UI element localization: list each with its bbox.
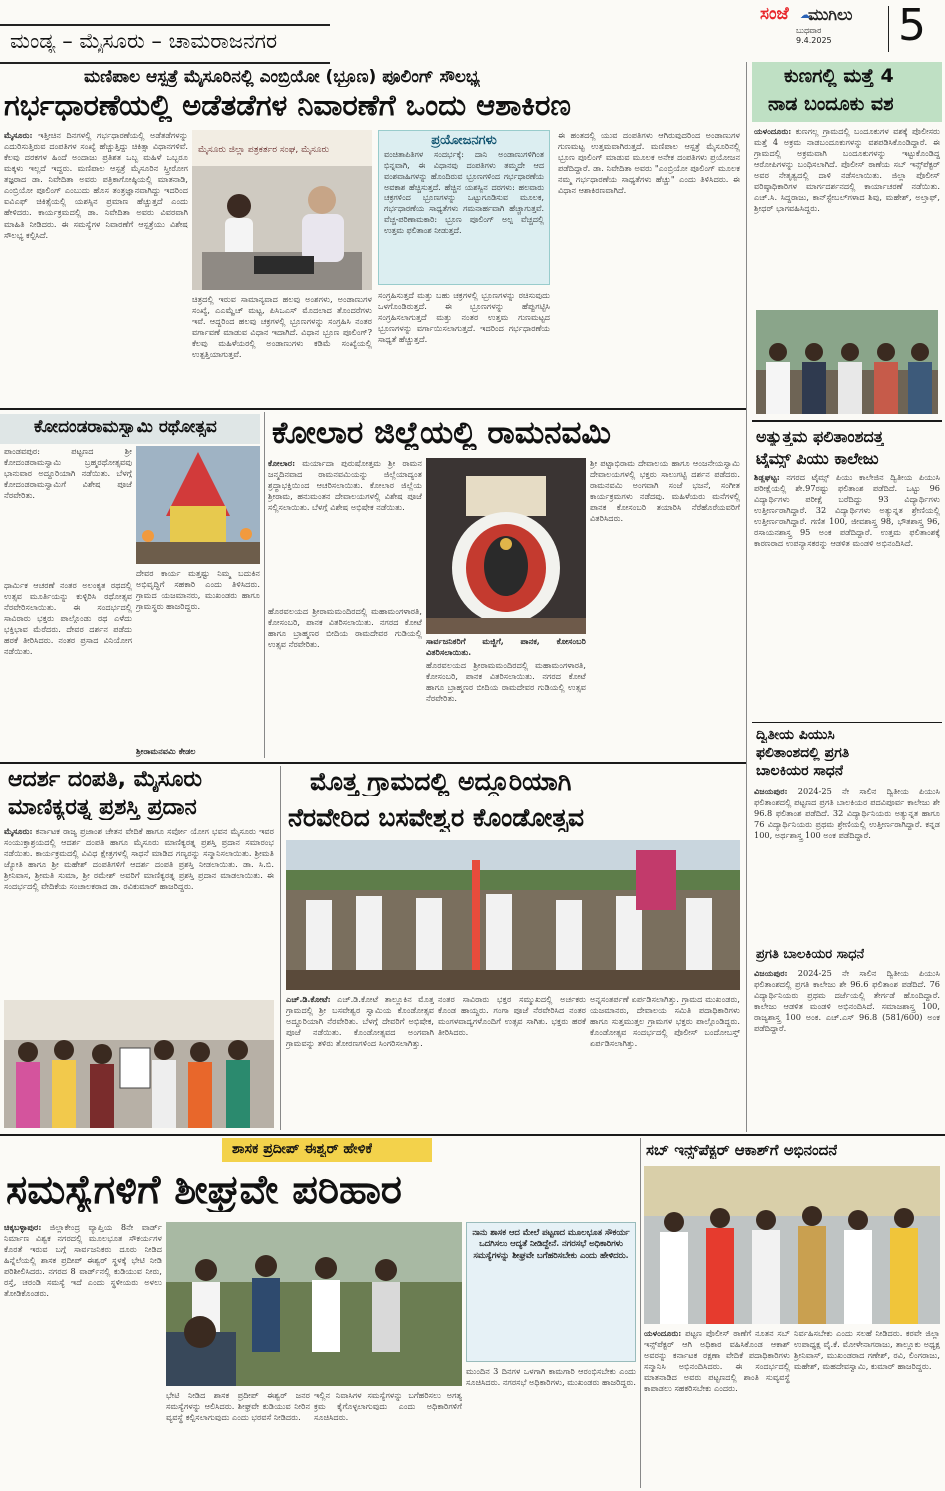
kodanda-text-c: ದೇವರ ಕಾರ್ಯ ಮತ್ತಷ್ಟು ನಿಮ್ಮ ಬದುಕಿನ ಅಭಿವೃದ್ಧಿಗೆ ಸಹಕಾರಿ ಎಂದು ತಿಳಿಸಿದರು. ಗ್ರಾಮದ ಯಜಮಾನರು, ಮುಖಂಡರು ಹಾಗೂ ಗ್ರಾಮಸ್ಥರು ಹಾಜರಿದ್ದರು. — [136, 568, 260, 612]
results-sub-3: ಬಾಲಕಿಯರ ಸಾಧನೆ — [756, 764, 844, 779]
results-headline-1: ಅತ್ಯುತ್ತಮ ಫಲಿತಾಂಶದತ್ತ — [756, 428, 884, 446]
basava-body-a — [286, 994, 434, 1128]
solution-headline: ಸಮಸ್ಯೆಗಳಿಗೆ ಶೀಘ್ರವೇ ಪರಿಹಾರ — [6, 1168, 402, 1212]
kunigal-headline-2: ನಾಡ ಬಂದೂಕು ವಶ — [768, 94, 894, 115]
kodanda-caption: ಶ್ರೀರಾಮನವಮಿ ಕೇಡಲ — [136, 746, 196, 756]
basava-dateline: ಎಚ್.ಡಿ.ಕೋಟೆ: — [286, 994, 331, 1004]
results-sub-2: ಫಲಿತಾಂಶದಲ್ಲಿ ಪ್ರಗತಿ — [756, 746, 850, 761]
results-dateline-3: ವಿಜಯಪುರ: — [754, 968, 788, 978]
brand-logo — [760, 4, 870, 48]
adarsha-text: ಕರ್ನಾಟಕ ರಾಜ್ಯ ಪ್ರಜಾಂಶ ಚೇತನ ವೇದಿಕೆ ಹಾಗೂ ಸರ್ವೋ ಯೋಗ ಭವನ ಮೈಸೂರು ಇವರ ಸಂಯುಕ್ತಾಶ್ರಯದಲ್ಲಿ ಆದರ್ಶ ದಂಪತಿ ಹಾಗೂ ಮೈಸೂರು ಮಾಣಿಕ್ಯರತ್ನ ಪ್ರಶಸ್ತಿ ಪ್ರದಾನ ಸಮಾರಂಭ ನಡೆಯಿತು. ಕಾರ್ಯಕ್ರಮದಲ್ಲಿ ವಿವಿಧ ಕ್ಷೇತ್ರಗಳಲ್ಲಿ ಸಾಧನೆ ಮಾಡಿದ ಗಣ್ಯರನ್ನು ಸನ್ಮಾನಿಸಲಾಯಿತು. ಶ್ರೀಮತಿ ಜ್ಯೋತಿ ಹಾಗೂ ಶ್ರೀ ಮಹೇಶ್ ದಂಪತಿಗಳಿಗೆ ಆದರ್ಶ ದಂಪತಿ ಪ್ರಶಸ್ತಿ ನೀಡಲಾಯಿತು. ಡಾ. ಸಿ.ಬಿ. ಶ್ರೀನಿವಾಸ, ಶ್ರೀಮತಿ ಸುಮಾ, ಶ್ರೀ ರಮೇಶ್ ಅವರಿಗೆ ಮಾಣಿಕ್ಯರತ್ನ ಪ್ರಶಸ್ತಿ ಪ್ರದಾನ ಮಾಡಲಾಯಿತು. ಈ ಸಂದರ್ಭದಲ್ಲಿ ವೇದಿಕೆಯ ಸಂಚಾಲಕರಾದ ಡಾ. ರವಿಕುಮಾರ್ ಹಾಜರಿದ್ದರು. — [4, 826, 274, 892]
solution-body-a — [4, 1222, 162, 1488]
kolar-text-b: ಹೊರವಲಯದ ಶ್ರೀರಾಮಮಂದಿರದಲ್ಲಿ ಮಹಾಮಂಗಳಾರತಿ, ಕೋಸಂಬರಿ, ಪಾನಕ ವಿತರಿಸಲಾಯಿತು. ನಗರದ ಕೋಟೆ ಹಾಗೂ ಬ್ರಾಹ್ಮಣರ ಬೀದಿಯ ರಾಮದೇವರ ಗುಡಿಯಲ್ಲಿ ಉತ್ಸವ ನೆರವೇರಿತು. — [268, 606, 422, 650]
kolar-text-a: ಮರ್ಯಾದಾ ಪುರುಷೋತ್ತಮ ಶ್ರೀ ರಾಮನ ಜನ್ಮದಿನವಾದ ರಾಮನವಮಿಯನ್ನು ಜಿಲ್ಲೆಯಾದ್ಯಂತ ಶ್ರದ್ಧಾಭಕ್ತಿಯಿಂದ ಆಚರಿಸಲಾಯಿತು. ಕೋಲಾರ ಜಿಲ್ಲೆಯ ಶ್ರೀರಾಮ, ಹನುಮಂತನ ದೇವಾಲಯಗಳಲ್ಲಿ ವಿಶೇಷ ಪೂಜೆ ಸಲ್ಲಿಸಲಾಯಿತು. ಬೆಳಗ್ಗೆ ವಿಶೇಷ ಅಭಿಷೇಕ ನಡೆಯಿತು. — [268, 458, 422, 513]
kodanda-text-a: ಪಾಂಡವಪುರ: ಪಟ್ಟಣದ ಶ್ರೀ ಕೋದಂಡರಾಮಸ್ವಾಮಿ ಬ್ರಹ್ಮರಥೋತ್ಸವವು ಭಾನುವಾರ ಅದ್ದೂರಿಯಾಗಿ ನಡೆಯಿತು. ಬೆಳಗ್ಗೆ ಕೋದಂಡರಾಮಸ್ವಾಮಿಗೆ ವಿಶೇಷ ಪೂಜೆ ನೆರವೇರಿತು. — [4, 446, 132, 501]
kodanda-photo — [136, 446, 260, 564]
adarsha-headline-1: ಆದರ್ಶ ದಂಪತಿ, ಮೈಸೂರು — [8, 768, 203, 792]
basava-headline-1: ಮೊತ್ತ ಗ್ರಾಮದಲ್ಲಿ ಅದ್ದೂರಿಯಾಗಿ — [310, 768, 572, 796]
solution-text-a: ಜಿಲ್ಲಾಕೇಂದ್ರ ವ್ಯಾಪ್ತಿಯ 8ನೇ ವಾರ್ಡ್ ನಿರ್ಮಾಣ ವಿಶ್ವಕ ನಗರದಲ್ಲಿ ಮೂಲಭೂತ ಸೌಕರ್ಯಗಳ ಕೊರತೆ ಇರುವ ಬಗ್ಗೆ ಸಾರ್ವಜನಿಕರು ದೂರು ನೀಡಿದ ಹಿನ್ನೆಲೆಯಲ್ಲಿ ಶಾಸಕ ಪ್ರದೀಪ್ ಈಶ್ವರ್ ಸ್ಥಳಕ್ಕೆ ಭೇಟಿ ನೀಡಿ ಪರಿಶೀಲಿಸಿದರು. ನಗರದ 8 ವಾರ್ಡ್‌ನಲ್ಲಿ ಕುಡಿಯುವ ನೀರು, ರಸ್ತೆ, ಚರಂಡಿ ಸಮಸ್ಯೆ ಇದೆ ಎಂದು ಸ್ಥಳೀಯರು ಅಳಲು ತೋಡಿಕೊಂಡರು. — [4, 1222, 162, 1299]
si-body-a — [644, 1328, 790, 1488]
kunigal-headline-1: ಕುಣಗಲ್ಲಿ ಮತ್ತೆ 4 — [784, 66, 894, 87]
page-number: 5 — [898, 2, 926, 51]
results-dateline-2: ವಿಜಯಪುರ: — [754, 786, 788, 796]
kunigal-text: ಕುಣಗಲ್ಲ ಗ್ರಾಮದಲ್ಲಿ ಬಂದೂಕುಗಳ ವಶಕ್ಕೆ ಪೊಲೀಸರು ಮತ್ತೆ 4 ಅಕ್ರಮ ನಾಡಬಂದೂಕುಗಳನ್ನು ವಶಪಡಿಸಿಕೊಂಡಿದ್ದಾರೆ. ಈ ಗ್ರಾಮದಲ್ಲಿ ಅಕ್ರಮವಾಗಿ ಬಂದೂಕುಗಳನ್ನು ಇಟ್ಟುಕೊಂಡಿದ್ದ ಆರೋಪಿಗಳನ್ನು ಬಂಧಿಸಲಾಗಿದೆ. ಪೊಲೀಸ್ ಠಾಣೆಯ ಸಬ್ ಇನ್ಸ್‌ಪೆಕ್ಟರ್ ಅವರ ನೇತೃತ್ವದಲ್ಲಿ ದಾಳಿ ನಡೆಸಲಾಯಿತು. ಜಿಲ್ಲಾ ಪೊಲೀಸ್ ವರಿಷ್ಠಾಧಿಕಾರಿಗಳ ಮಾರ್ಗದರ್ಶನದಲ್ಲಿ ಕಾರ್ಯಾಚರಣೆ ನಡೆಯಿತು. ಎಚ್.ಸಿ. ಸಿದ್ದರಾಜು, ಕಾನ್‌ಸ್ಟೇಬಲ್‌ಗಳಾದ ಶಿವು, ಮಹೇಶ್, ಅಲ್ತಾಫ್, ಶ್ರೀಧರ್ ಭಾಗವಹಿಸಿದ್ದರು. — [754, 126, 940, 214]
issue-date: 9.4.2025 — [796, 36, 832, 45]
kolar-photo — [426, 458, 586, 634]
section-title: ಮಂಡ್ಯ – ಮೈಸೂರು – ಚಾಮರಾಜನಗರ — [10, 30, 278, 53]
si-headline: ಸಬ್ ಇನ್ಸ್‌ಪೆಕ್ಟರ್ ಆಕಾಶ್‌ಗೆ ಅಭಿನಂದನೆ — [646, 1142, 838, 1159]
basava-text-a: ಎಚ್.ಡಿ.ಕೋಟೆ ತಾಲ್ಲೂಕಿನ ಮೊತ್ತ ಗ್ರಾಮದಲ್ಲಿ ಶ್ರೀ ಬಸವೇಶ್ವರ ಸ್ವಾಮಿಯ ಕೊಂಡೋತ್ಸವ ಅದ್ದೂರಿಯಾಗಿ ನೆರವೇರಿತು. ಬೆಳಗ್ಗೆ ದೇವರಿಗೆ ಅಭಿಷೇಕ, ಪೂಜೆ ನಡೆಯಿತು. ಕೊಂಡೋತ್ಸವದ ಅಂಗವಾಗಿ ಗ್ರಾಮವನ್ನು ತಳಿರು ತೋರಣಗಳಿಂದ ಸಿಂಗರಿಸಲಾಗಿತ್ತು. — [286, 994, 434, 1049]
ivf-photo — [192, 130, 372, 290]
basava-text-b: ನಂತರ ಸಾವಿರಾರು ಭಕ್ತರ ಸಮ್ಮುಖದಲ್ಲಿ ಅರ್ಚಕರು ಕೊಂಡ ಹಾಯ್ದರು. ಗಂಗಾ ಪೂಜೆ ನೆರವೇರಿಸಿದ ನಂತರ ಮಂಗಳವಾದ್ಯಗಳೊಂದಿಗೆ ಉತ್ಸವ ಸಾಗಿತು. ಭಕ್ತರು ಹರಕೆ ತೀರಿಸಿದರು. — [438, 994, 586, 1038]
results-dateline: ಶಿಡ್ಲಘಟ್ಟ: — [754, 472, 780, 482]
results-text: ನಗರದ ಟೈಮ್ಸ್ ಪಿಯು ಕಾಲೇಜಿನ ದ್ವಿತೀಯ ಪಿಯುಸಿ ಪರೀಕ್ಷೆಯಲ್ಲಿ ಶೇ.97ರಷ್ಟು ಫಲಿತಾಂಶ ಪಡೆದಿದೆ. ಒಟ್ಟು 96 ವಿದ್ಯಾರ್ಥಿಗಳು ಪರೀಕ್ಷೆ ಬರೆದಿದ್ದು 93 ವಿದ್ಯಾರ್ಥಿಗಳು ಉತ್ತೀರ್ಣರಾಗಿದ್ದಾರೆ. 32 ವಿದ್ಯಾರ್ಥಿಗಳು ಅತ್ಯುನ್ನತ ಶ್ರೇಣಿಯಲ್ಲಿ ಉತ್ತೀರ್ಣರಾಗಿದ್ದಾರೆ. ಗಣಿತ 100, ಜೀವಶಾಸ್ತ್ರ 98, ಭೌತಶಾಸ್ತ್ರ 96, ರಸಾಯನಶಾಸ್ತ್ರ 95 ಅಂಕ ಪಡೆದಿದ್ದಾರೆ. ಉತ್ತಮ ಫಲಿತಾಂಶಕ್ಕೆ ಕಾರಣರಾದ ಉಪನ್ಯಾಸಕರನ್ನು ಆಡಳಿತ ಮಂಡಳಿ ಅಭಿನಂದಿಸಿದೆ. — [754, 472, 940, 549]
ivf-col1 — [4, 130, 188, 382]
adarsha-headline-2: ಮಾಣಿಕ್ಯರತ್ನ ಪ್ರಶಸ್ತಿ ಪ್ರದಾನ — [8, 796, 197, 820]
ivf-col4: ಈ ಹಂತದಲ್ಲಿ ಯುವ ದಂಪತಿಗಳು ಆಗಿರುವುದರಿಂದ ಅಂಡಾಣುಗಳ ಗುಣಮಟ್ಟ ಉತ್ತಮವಾಗಿರುತ್ತದೆ. ಮಣಿಪಾಲ ಆಸ್ಪತ್ರೆ ಮೈಸೂರಿನಲ್ಲಿ ಭ್ರೂಣ ಪೂಲಿಂಗ್ ಮಾಡುವ ಮೂಲಕ ಅನೇಕ ದಂಪತಿಗಳು ಪ್ರಯೋಜನ ಪಡೆದಿದ್ದಾರೆ. ಡಾ. ನಿವೇದಿತಾ ಅವರು "ಎಂಬ್ರಿಯೋ ಪೂಲಿಂಗ್ ಮೂಲಕ ನಮ್ಮ ಗರ್ಭಧಾರಣೆಯ ಸಾಧ್ಯತೆಗಳು ಹೆಚ್ಚು" ಎಂದು ತಿಳಿಸಿದರು. ಈ ವಿಧಾನ ಆಶಾಕಿರಣವಾಗಿದೆ. — [558, 130, 740, 196]
adarsha-body — [4, 826, 274, 996]
solution-text-b: ಭೇಟಿ ನೀಡಿದ ಶಾಸಕ ಪ್ರದೀಪ್ ಈಶ್ವರ್ ಜನರ ಸಮಸ್ಯೆಗಳನ್ನು ಆಲಿಸಿದರು. ಶೀಘ್ರವೇ ಕುಡಿಯುವ ನೀರಿನ ವ್ಯವಸ್ಥೆ ಕಲ್ಪಿಸಲಾಗುವುದು ಎಂದು ಭರವಸೆ ನೀಡಿದರು. — [166, 1390, 310, 1423]
cloud-icon: ☁ — [800, 10, 810, 21]
results-headline-2: ಟೈಮ್ಸ್ ಪಿಯು ಕಾಲೇಜು — [756, 450, 879, 468]
results-text-3: 2024-25 ನೇ ಸಾಲಿನ ದ್ವಿತೀಯ ಪಿಯುಸಿ ಫಲಿತಾಂಶದಲ್ಲಿ ಪ್ರಗತಿ ಕಾಲೇಜು ಶೇ 96.6 ಫಲಿತಾಂಶ ಪಡೆದಿದೆ. 76 ವಿದ್ಯಾರ್ಥಿನಿಯರು ಪ್ರಥಮ ದರ್ಜೆಯಲ್ಲಿ ತೇರ್ಗಡೆ ಹೊಂದಿದ್ದಾರೆ. ಕಾಲೇಜು ಆಡಳಿತ ಮಂಡಳಿ ಅಭಿನಂದಿಸಿದೆ. ಸಮಾಜಶಾಸ್ತ್ರ 100, ರಾಜ್ಯಶಾಸ್ತ್ರ 100 ಅಂಕ. ಎಚ್.ಎಸ್ 96.8 (581/600) ಅಂಕ ಪಡೆದಿದ್ದಾರೆ. — [754, 968, 940, 1034]
kolar-text-a-wrap — [268, 458, 422, 602]
kolar-caption: ಸಾರ್ವಜನಿಕರಿಗೆ ಮಜ್ಜಿಗೆ, ಪಾನಕ, ಕೋಸಂಬರಿ ವಿತರಿಸಲಾಯಿತು. — [426, 636, 586, 658]
ivf-col3: ಸಂಗ್ರಹಿಸುತ್ತದೆ ಮತ್ತು ಬಹು ಚಕ್ರಗಳಲ್ಲಿ ಭ್ರೂಣಗಳನ್ನು ರಚಿಸುವುದು ಒಳಗೊಂಡಿರುತ್ತದೆ. ಈ ಭ್ರೂಣಗಳನ್ನು ಹೆಪ್ಪುಗಟ್ಟಿಸಿ ಸಂಗ್ರಹಿಸಲಾಗುತ್ತದೆ ಮತ್ತು ನಂತರ ಉತ್ತಮ ಗುಣಮಟ್ಟದ ಭ್ರೂಣಗಳನ್ನು ವರ್ಗಾಯಿಸಲಾಗುತ್ತದೆ. ಇದರಿಂದ ಗರ್ಭಧಾರಣೆಯ ಸಾಧ್ಯತೆ ಹೆಚ್ಚುತ್ತದೆ. — [378, 290, 550, 345]
results-sub-1: ದ್ವಿತೀಯ ಪಿಯುಸಿ — [756, 728, 835, 743]
adarsha-dateline: ಮೈಸೂರು: — [4, 826, 33, 836]
ivf-dateline: ಮೈಸೂರು: — [4, 130, 33, 140]
ivf-col2: ಚಿತ್ರದಲ್ಲಿ ಇರುವ ಸಾಮಾನ್ಯವಾದ ಹಲವು ಅಂಶಗಳು, ಅಂಡಾಣುಗಳ ಸಂಖ್ಯೆ, ಎಎಮ್ಹೆಚ್ ಮಟ್ಟ, ಪಿಸಿಒಎಸ್ ಮೊದಲಾದ ತೊಂದರೆಗಳು ಇವೆ. ಆದ್ದರಿಂದ ಹಲವು ಚಕ್ರಗಳಲ್ಲಿ ಭ್ರೂಣಗಳನ್ನು ಸಂಗ್ರಹಿಸಿ ನಂತರ ವರ್ಗಾವಣೆ ಮಾಡುವ ವಿಧಾನ ಇದಾಗಿದೆ. ವಿಧಾನ ಭ್ರೂಣ ಪೂಲಿಂಗ್? ಕೆಲವು ಮಹಿಳೆಯರಲ್ಲಿ ಅಂಡಾಣುಗಳು ಕಡಿಮೆ ಸಂಖ್ಯೆಯಲ್ಲಿ ಉತ್ಪತ್ತಿಯಾಗುತ್ತವೆ. — [192, 294, 372, 360]
kunigal-body — [754, 126, 940, 306]
weekday: ಬುಧವಾರ — [796, 26, 822, 35]
solution-box — [466, 1222, 636, 1362]
ivf-col1-text: ಇತ್ತೀಚಿನ ದಿನಗಳಲ್ಲಿ ಗರ್ಭಧಾರಣೆಯಲ್ಲಿ ಅಡೆತಡೆಗಳನ್ನು ಎದುರಿಸುತ್ತಿರುವ ದಂಪತಿಗಳ ಸಂಖ್ಯೆ ಹೆಚ್ಚುತ್ತಿದ್ದು ಚಿಕಿತ್ಸಾ ವಿಧಾನಗಳಿವೆ. ಕೆಲವು ದರಕಗಳ ಹಿಂದೆ ಅಂದಾಜು ಪ್ರತಿಶತ ಒಬ್ಬ ಮಹಿಳೆ ಒಬ್ಬರೂ ಮಕ್ಕಳು ಇಲ್ಲದೆ ಇದ್ದರು. ಮಣಿಪಾಲ ಆಸ್ಪತ್ರೆ ಮೈಸೂರಿನ ಸ್ತ್ರೀರೋಗ ತಜ್ಞರಾದ ಡಾ. ನಿವೇದಿತಾ ಅವರು ಪತ್ರಿಕಾಗೋಷ್ಠಿಯಲ್ಲಿ ಮಾತನಾಡಿ, ಎಂಬ್ರಿಯೋ ಪೂಲಿಂಗ್ ಎಂಬುದು ಹೊಸ ತಂತ್ರಜ್ಞಾನವಾಗಿದ್ದು ಇದರಿಂದ ಐವಿಎಫ್ ಚಿಕಿತ್ಸೆಯಲ್ಲಿ ಯಶಸ್ಸಿನ ಪ್ರಮಾಣ ಹೆಚ್ಚುತ್ತದೆ ಎಂದು ಹೇಳಿದರು. ಕಾರ್ಯಕ್ರಮದಲ್ಲಿ ಡಾ. ನಿವೇದಿತಾ ಅವರು ವಿವರವಾಗಿ ಮಾಹಿತಿ ನೀಡಿದರು. ಈ ಸಮಸ್ಯೆಗಳ ನಿವಾರಣೆಗೆ ಆಸ್ಪತ್ರೆಯು ವಿಶೇಷ ಸೌಲಭ್ಯ ಕಲ್ಪಿಸಿದೆ. — [4, 130, 188, 240]
kolar-headline: ಕೋಲಾರ ಜಿಲ್ಲೆಯಲ್ಲಿ ರಾಮನವಮಿ — [272, 416, 611, 451]
kunigal-dateline: ಯಳಂದೂರು: — [754, 126, 792, 136]
ivf-banner-text: ಮೈಸೂರು ಜಿಲ್ಲಾ ಪತ್ರಕರ್ತರ ಸಂಘ, ಮೈಸೂರು — [198, 145, 330, 155]
si-text-a: ಪಟ್ಟಣ ಪೊಲೀಸ್ ಠಾಣೆಗೆ ನೂತನ ಸಬ್ ಇನ್ಸ್‌ಪೆಕ್ಟರ್ ಆಗಿ ಅಧಿಕಾರ ವಹಿಸಿಕೊಂಡ ಆಕಾಶ್ ಅವರನ್ನು ಕರ್ನಾಟಕ ರಕ್ಷಣಾ ವೇದಿಕೆ ಪದಾಧಿಕಾರಿಗಳು ಸನ್ಮಾನಿಸಿ ಅಭಿನಂದಿಸಿದರು. ಈ ಸಂದರ್ಭದಲ್ಲಿ ಮಾತನಾಡಿದ ಅವರು ಪಟ್ಟಣದಲ್ಲಿ ಶಾಂತಿ ಸುವ್ಯವಸ್ಥೆ ಕಾಪಾಡಲು ಸಹಕರಿಸಬೇಕು ಎಂದರು. — [644, 1328, 790, 1394]
kolar-dateline: ಕೋಲಾರ: — [268, 458, 296, 468]
kunigal-photo — [756, 310, 938, 414]
ivf-headline: ಗರ್ಭಧಾರಣೆಯಲ್ಲಿ ಅಡೆತಡೆಗಳ ನಿವಾರಣೆಗೆ ಒಂದು ಆಶಾಕಿರಣ — [4, 90, 571, 122]
kodanda-text-b: ಧಾರ್ಮಿಕ ಆಚರಣೆ ನಂತರ ಅಲಂಕೃತ ರಥದಲ್ಲಿ ಉತ್ಸವ ಮೂರ್ತಿಯನ್ನು ಕುಳ್ಳಿರಿಸಿ ರಥೋತ್ಸವ ನೆರವೇರಿಸಲಾಯಿತು. ಈ ಸಂದರ್ಭದಲ್ಲಿ ಸಾವಿರಾರು ಭಕ್ತರು ಪಾಲ್ಗೊಂಡು ರಥ ಎಳೆದು ಭಕ್ತಿಭಾವ ಮೆರೆದರು. ದೇವರ ದರ್ಶನ ಪಡೆದು ಹರಕೆ ತೀರಿಸಿದರು. ನಂತರ ಪ್ರಸಾದ ವಿನಿಯೋಗ ನಡೆಯಿತು. — [4, 580, 132, 657]
ivf-box — [378, 130, 550, 285]
results-body-2 — [754, 786, 940, 944]
basava-text-c: ಅನ್ನಸಂತರ್ಪಣೆ ಏರ್ಪಡಿಸಲಾಗಿತ್ತು. ಗ್ರಾಮದ ಮುಖಂಡರು, ಯಜಮಾನರು, ದೇವಾಲಯ ಸಮಿತಿ ಪದಾಧಿಕಾರಿಗಳು ಹಾಗೂ ಸುತ್ತಮುತ್ತಲ ಗ್ರಾಮಗಳ ಭಕ್ತರು ಪಾಲ್ಗೊಂಡಿದ್ದರು. ಕೊಂಡೋತ್ಸವ ಸಂದರ್ಭದಲ್ಲಿ ಪೊಲೀಸ್ ಬಂದೋಬಸ್ತ್ ಏರ್ಪಡಿಸಲಾಗಿತ್ತು. — [590, 994, 740, 1049]
adarsha-photo — [4, 1000, 274, 1128]
kolar-text-c: ಶ್ರೀ ಪಟ್ಟಾಭಿರಾಮ ದೇವಾಲಯ ಹಾಗೂ ಆಂಜನೇಯಸ್ವಾಮಿ ದೇವಾಲಯಗಳಲ್ಲಿ ಭಕ್ತರು ಸಾಲುಗಟ್ಟಿ ದರ್ಶನ ಪಡೆದರು. ರಾಮನವಮಿ ಅಂಗವಾಗಿ ಸಂಜೆ ಭಜನೆ, ಸಂಗೀತ ಕಾರ್ಯಕ್ರಮಗಳು ನಡೆದವು. ಮಹಿಳೆಯರು ಮನೆಗಳಲ್ಲಿ ಪಾನಕ ಕೋಸಂಬರಿ ತಯಾರಿಸಿ ನೆರೆಹೊರೆಯವರಿಗೆ ವಿತರಿಸಿದರು. — [590, 458, 740, 524]
results-body-3 — [754, 968, 940, 1128]
results-body — [754, 472, 940, 716]
basava-photo — [286, 840, 740, 990]
basava-headline-2: ನೆರವೇರಿದ ಬಸವೇಶ್ವರ ಕೊಂಡೋತ್ಸವ — [288, 804, 585, 832]
si-text-b: ನಿರ್ವಹಿಸಬೇಕು ಎಂದು ಸಲಹೆ ನೀಡಿದರು. ಕರವೇ ಜಿಲ್ಲಾ ಉಪಾಧ್ಯಕ್ಷ ವೈ.ಕೆ. ಮೋಳೇನಾಗರಾಜು, ತಾಲ್ಲೂಕು ಅಧ್ಯಕ್ಷ ಶ್ರೀನಿವಾಸ್, ಮುಖಂಡರಾದ ಗಣೇಶ್, ರವಿ, ಲಿಂಗರಾಜು, ಮಹೇಶ್, ಮಹದೇವಸ್ವಾಮಿ, ಕುಮಾರ್ ಹಾಜರಿದ್ದರು. — [794, 1328, 940, 1372]
results-text-2: 2024-25 ನೇ ಸಾಲಿನ ದ್ವಿತೀಯ ಪಿಯುಸಿ ಫಲಿತಾಂಶದಲ್ಲಿ ಪಟ್ಟಣದ ಪ್ರಗತಿ ಬಾಲಕಿಯರ ಪದವಿಪೂರ್ವ ಕಾಲೇಜು ಶೇ 96.8 ಫಲಿತಾಂಶ ಪಡೆದಿದೆ. 32 ವಿದ್ಯಾರ್ಥಿನಿಯರು ಅತ್ಯುನ್ನತ ಹಾಗೂ 76 ವಿದ್ಯಾರ್ಥಿನಿಯರು ಪ್ರಥಮ ಶ್ರೇಣಿಯಲ್ಲಿ ಉತ್ತೀರ್ಣರಾಗಿದ್ದಾರೆ. ಕನ್ನಡ 100, ಅರ್ಥಶಾಸ್ತ್ರ 100 ಅಂಕ ಪಡೆದಿದ್ದಾರೆ. — [754, 786, 940, 841]
results-sub-4: ಪ್ರಗತಿ ಬಾಲಕಿಯರ ಸಾಧನೆ — [756, 948, 865, 962]
solution-dateline: ಚಿಕ್ಕಬಳ್ಳಾಪುರ: — [4, 1222, 42, 1232]
solution-box-text: ನಾನು ಶಾಸಕ ಆದ ಮೇಲೆ ಪಟ್ಟಣದ ಮೂಲಭೂತ ಸೌಕರ್ಯ ಒದಗಿಸಲು ಆದ್ಯತೆ ನೀಡಿದ್ದೇನೆ. ನಗರಸಭೆ ಅಧಿಕಾರಿಗಳು ಸಮಸ್ಯೆಗಳನ್ನು ಶೀಘ್ರವೇ ಬಗೆಹರಿಸಬೇಕು ಎಂದು ಹೇಳಿದರು. — [472, 1227, 630, 1260]
si-dateline: ಯಳಂದೂರು: — [644, 1328, 682, 1338]
kolar-text-d: ಹೊರವಲಯದ ಶ್ರೀರಾಮಮಂದಿರದಲ್ಲಿ ಮಹಾಮಂಗಳಾರತಿ, ಕೋಸಂಬರಿ, ಪಾನಕ ವಿತರಿಸಲಾಯಿತು. ನಗರದ ಕೋಟೆ ಹಾಗೂ ಬ್ರಾಹ್ಮಣರ ಬೀದಿಯ ರಾಮದೇವರ ಗುಡಿಯಲ್ಲಿ ಉತ್ಸವ ನೆರವೇರಿತು. — [426, 660, 586, 704]
brand-part-a: ಸಂಜೆ — [760, 4, 789, 24]
ivf-kicker: ಮಣಿಪಾಲ ಆಸ್ಪತ್ರೆ ಮೈಸೂರಿನಲ್ಲಿ ಎಂಬ್ರಿಯೋ (ಭ್ರೂಣ) ಪೂಲಿಂಗ್ ಸೌಲಭ್ಯ — [84, 68, 480, 87]
kodanda-headline: ಕೋದಂಡರಾಮಸ್ವಾಮಿ ರಥೋತ್ಸವ — [34, 418, 217, 437]
brand-part-b: ಮುಗಿಲು — [808, 5, 853, 24]
solution-kicker: ಶಾಸಕ ಪ್ರದೀಪ್ ಈಶ್ವರ್ ಹೇಳಿಕೆ — [232, 1142, 373, 1157]
ivf-box-title: ಪ್ರಯೋಜನಗಳು — [431, 134, 497, 148]
solution-photo — [166, 1222, 462, 1386]
solution-text-d: ಮುಂದಿನ 3 ದಿನಗಳ ಒಳಗಾಗಿ ಕಾಮಗಾರಿ ಆರಂಭಿಸಬೇಕು ಎಂದು ಸೂಚಿಸಿದರು. ನಗರಸಭೆ ಅಧಿಕಾರಿಗಳು, ಮುಖಂಡರು ಹಾಜರಿದ್ದರು. — [466, 1366, 636, 1388]
ivf-box-text: ವಂಚಿತಾಪಿತಿಗಳ ಸಂದರ್ಭಕ್ಕೆ: ದಾನಿ ಅಂಡಾಣುಗಳಿಗಿಂತ ಭಿನ್ನವಾಗಿ, ಈ ವಿಧಾನವು ದಂಪತಿಗಳು ತಮ್ಮದೇ ಆದ ವಂಶವಾಹಿಗಳನ್ನು ಹೊಂದಿರುವ ಭ್ರೂಣಗಳಿಂದ ಗರ್ಭಧಾರಣೆಯ ಅವಕಾಶ ಹೆಚ್ಚಿಸುತ್ತದೆ. ಹೆಚ್ಚಿನ ಯಶಸ್ವಿನ ದರಗಳು: ಹಲವಾರು ಚಕ್ರಗಳಿಂದ ಭ್ರೂಣಗಳನ್ನು ಒಟ್ಟುಗೂಡಿಸುವ ಮೂಲಕ, ಗರ್ಭಧಾರಣೆಯ ಸಾಧ್ಯತೆಗಳು ಗಮನಾರ್ಹವಾಗಿ ಹೆಚ್ಚಾಗುತ್ತವೆ. ವೆಚ್ಚ-ಪರಿಣಾಮಕಾರಿ: ಭ್ರೂಣ ಪೂಲಿಂಗ್ ಅಲ್ಪ ವೆಚ್ಚದಲ್ಲಿ ಉತ್ತಮ ಫಲಿತಾಂಶ ನೀಡುತ್ತದೆ. — [384, 150, 544, 235]
si-photo — [644, 1166, 940, 1324]
solution-text-c: ಇಲ್ಲಿನ ನಿವಾಸಿಗಳ ಸಮಸ್ಯೆಗಳನ್ನು ಬಗೆಹರಿಸಲು ಅಗತ್ಯ ಕ್ರಮ ಕೈಗೊಳ್ಳಲಾಗುವುದು ಎಂದು ಅಧಿಕಾರಿಗಳಿಗೆ ಸೂಚಿಸಿದರು. — [314, 1390, 462, 1423]
